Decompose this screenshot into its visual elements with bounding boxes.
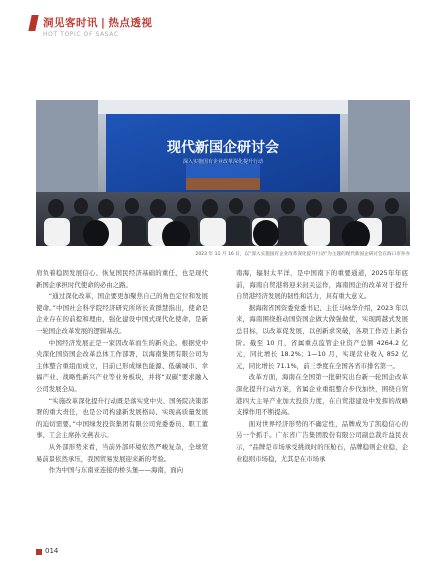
page-number: 014 [45,547,59,555]
footer-mark [36,549,42,555]
left-paragraph: 肩负着稳固发展信心、恢复国民经济基础的重任，也是现代新国企承担时代使命的必由之路。 [36,269,208,289]
left-paragraph: 作为中国与东南亚连接的桥头堡——海南，面向 [48,466,183,475]
header-separator: | [101,17,106,29]
conference-photo [36,100,410,246]
header-section: 热点透视 [108,17,153,29]
left-column [36,268,208,477]
screen-subtitle: 深入实施国有企业改革深化提升行动 [182,159,264,165]
header-subtitle: HOT TOPIC OF SASAC [43,31,119,38]
right-paragraph: 改革方面，海南在全国第一批研究出台新一轮国企改革深化提升行动方案，省属企业重组整合步伐加快，围绕自贸港四大主导产业加大投资力度，在自贸港建设中发挥的战略支撑作用不断提高。 [236,373,408,417]
page-header [30,10,410,44]
left-paragraph: 从外部形势来看，当前外部环境依然严峻复杂，全球贸易前景依然承压，我国贸易发展迎来新的考验。 [36,442,208,463]
left-paragraph: 中国经济发展正是一家因改革而生的新央企。根据党中央深化国资国企改革总体工作部署，以海南集团有限公司为主体整合重组而成立，目前已形成绿色能源、低碳城市、幸福产业、战略性新兴产业等业务板块，并将“双碳”要求融入公司发展全局。 [36,338,208,393]
screen-title: 现代新国企研讨会 [167,140,279,156]
conference-photo-drawing [36,100,410,246]
header-title [43,15,152,30]
left-paragraph: “实施改革深化提升行动既是落实党中央、国务院决策部署的重大责任，也是公司构建新发展格局、实现高质量发展的迫切需要。”中国绿发投资集团有限公司党委委员、职工董事、工会主席孙文燕表示。 [36,396,208,440]
right-paragraph: 面对世界经济形势的不确定性，品牌成为了凯稳信心的另一个抓手。广东省广告集团股份有限公司副总裁许益民表示，“品牌是市场承受挑战时的压舱石，品牌稳则企业稳，企业稳则市场稳，尤其是在市场承 [236,419,408,463]
photo-caption: 2023 年 11 月 16 日，以“深入实施国有企业改革深化提升行动”为主题的现代新国企研讨会在海口市举办 [195,252,410,257]
right-paragraph: 据海南省国资委党委书记、主任马咏华介绍，2023 年以来，海南围绕推动国资国企做大做强做优，实现跨越式发展总目标，以改革促发展，以创新求突破，各项工作迈上新台阶。截至 10 月，省属重点监管企业资产总额 4264.2 亿元，同比增长 18.2%；1—10 月，实现营业收入 852 亿元，同比增长 71.1%，前三季度在全国各省市排名第一。 [236,303,408,370]
right-column [236,268,408,465]
right-paragraph: 南海，辐射太平洋，是中国南下的重要通道，2025年年底前，海南自贸港将迎来封关运作，海南国企的改革对于提升自贸港经济发展的韧性和活力，具有重大意义。 [236,269,408,301]
header-mark [28,15,38,31]
left-paragraph: “通过深化改革，国企要更加聚焦自己的角色定位和发展使命。”中国社会科学院经济研究所所长黄群慧指出，使命是企业存在的前提和理由，强化建设中国式现代化使命，是新一轮国企改革发展的逻辑基点。 [36,292,208,335]
podium [186,178,260,190]
header-column: 洞见客时讯 [43,17,98,29]
